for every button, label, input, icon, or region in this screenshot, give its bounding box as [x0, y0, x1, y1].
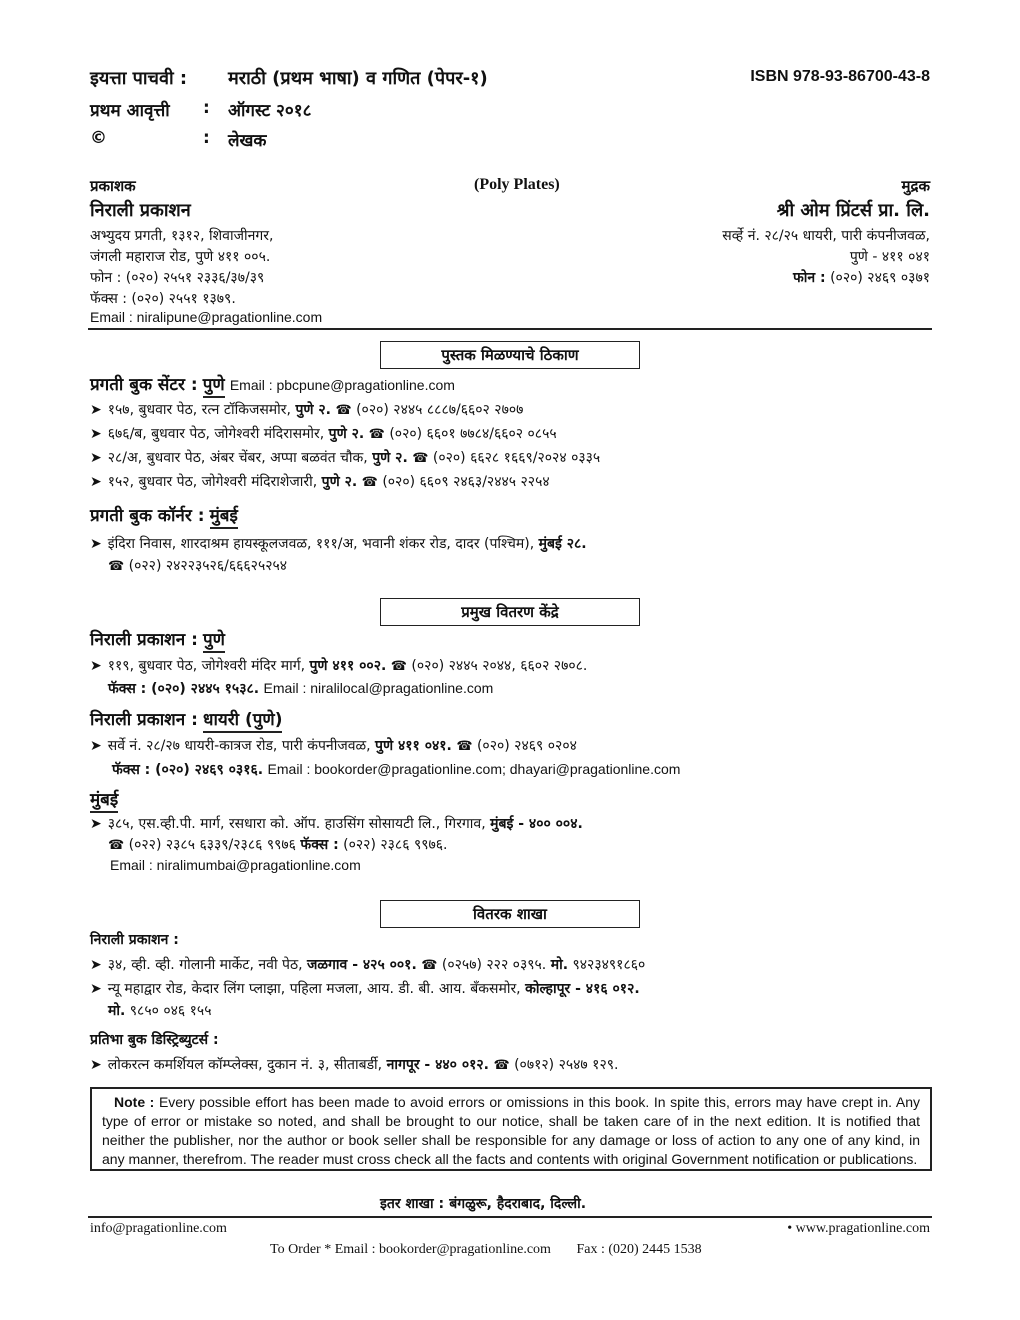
- mumbai-heading: मुंबई: [90, 787, 118, 810]
- note-box: [90, 1087, 932, 1171]
- section-main-distribution: प्रमुख वितरण केंद्रे: [380, 598, 640, 626]
- publisher-address-1: अभ्युदय प्रगती, १३१२, शिवाजीनगर,: [90, 228, 274, 244]
- pragati-pune-city: पुणे: [203, 375, 225, 398]
- list-item: ➤ २८/अ, बुधवार पेठ, अंबर चेंबर, अप्पा बळवंत चौक, पुणे २. ☎ (०२०) ६६२८ १६६९/२०२४ ०३३५: [90, 450, 601, 466]
- mumbai-address: ➤ ३८५, एस.व्ही.पी. मार्ग, रसधारा को. ऑप. हाउसिंग सोसायटी लि., गिरगाव, मुंबई - ४०० ००४.: [90, 816, 583, 832]
- nirali-pune-address: ➤ ११९, बुधवार पेठ, जोगेश्वरी मंदिर मार्ग, पुणे ४११ ००२. ☎ (०२०) २४४५ २०४४, ६६०२ २७०८.: [90, 658, 588, 674]
- arrow-bullet-icon: ➤: [90, 536, 102, 552]
- edition-value: ऑगस्ट २०१८: [228, 101, 312, 121]
- class-label: इयत्ता पाचवी :: [90, 68, 188, 89]
- branches-nirali-heading: निराली प्रकाशन :: [90, 932, 179, 948]
- printer-phone-label: फोन :: [792, 270, 826, 286]
- phone-icon: ☎: [361, 475, 378, 490]
- pragati-mumbai-phone: (०२२) २४२२३५२६/६६६२५२५४: [128, 558, 288, 574]
- header-divider: [88, 328, 932, 330]
- pragati-pune-list: [90, 400, 930, 496]
- pragati-pune-email: Email : pbcpune@pragationline.com: [229, 377, 455, 393]
- pragati-mumbai-heading: प्रगती बुक कॉर्नर : मुंबई: [90, 503, 238, 526]
- phone-icon: ☎: [335, 403, 352, 418]
- phone-icon: ☎: [390, 659, 407, 674]
- kolhapur-address: ➤ न्यू महाद्वार रोड, केदार लिंग प्लाझा, पहिला मजला, आय. डी. बी. आय. बँकसमोर, कोल्हापूर - ४१६ ०१२.: [90, 981, 640, 997]
- printer-name: श्री ओम प्रिंटर्स प्रा. लि.: [776, 200, 930, 221]
- other-branches: इतर शाखा : बंगळुरू, हैदराबाद, दिल्ली.: [380, 1196, 587, 1212]
- book-title: मराठी (प्रथम भाषा) व गणित (पेपर-१): [228, 68, 488, 89]
- footer-order: [270, 1242, 702, 1258]
- section-distributor-branch: वितरक शाखा: [380, 900, 640, 928]
- phone-icon: ☎: [421, 958, 438, 973]
- arrow-bullet-icon: ➤: [90, 738, 102, 754]
- nirali-pune-heading: निराली प्रकाशन : पुणे: [90, 627, 225, 650]
- nirali-dhayari-city: धायरी (पुणे): [203, 710, 282, 733]
- list-item: ➤ १५७, बुधवार पेठ, रत्न टॉकिजसमोर, पुणे २. ☎ (०२०) २४४५ ८८८७/६६०२ २७०७: [90, 402, 524, 418]
- pragati-mumbai-city: मुंबई: [210, 506, 238, 529]
- footer-order-email: To Order * Email : bookorder@pragationline.com: [270, 1242, 551, 1257]
- phone-icon: ☎: [108, 559, 125, 574]
- list-item: ➤ ६७६/ब, बुधवार पेठ, जोगेश्वरी मंदिरासमोर, पुणे २. ☎ (०२०) ६६०१ ७७८४/६६०२ ०८५५: [90, 426, 557, 442]
- isbn: ISBN 978-93-86700-43-8: [750, 68, 930, 85]
- edition-label: प्रथम आवृत्ती: [90, 101, 170, 121]
- section-books-where: पुस्तक मिळण्याचे ठिकाण: [380, 341, 640, 369]
- arrow-bullet-icon: ➤: [90, 957, 102, 973]
- publisher-fax: फॅक्स : (०२०) २५५१ १३७९.: [90, 291, 236, 307]
- nirali-dhayari-heading: निराली प्रकाशन : धायरी (पुणे): [90, 707, 282, 730]
- arrow-bullet-icon: ➤: [90, 402, 102, 418]
- pratibha-heading: प्रतिभा बुक डिस्ट्रिब्युटर्स :: [90, 1032, 219, 1048]
- nirali-dhayari-fax-line: फॅक्स : (०२०) २४६९ ०३१६. Email : bookorder@pragationline.com; dhayari@pragationline.com: [112, 761, 681, 778]
- arrow-bullet-icon: ➤: [90, 426, 102, 442]
- copyright-symbol: ©: [90, 128, 107, 148]
- phone-icon: ☎: [493, 1058, 510, 1073]
- footer-divider: [88, 1216, 932, 1218]
- printer-address-1: सर्व्हे नं. २८/२५ धायरी, पारी कंपनीजवळ,: [722, 228, 930, 244]
- arrow-bullet-icon: ➤: [90, 981, 102, 997]
- nirali-pune-fax-line: फॅक्स : (०२०) २४४५ १५३८. Email : niralilocal@pragationline.com: [108, 680, 494, 697]
- poly-plates: (Poly Plates): [474, 176, 560, 193]
- printer-address-2: पुणे - ४११ ०४१: [849, 249, 930, 265]
- nirali-dhayari-address: ➤ सर्वे नं. २८/२७ धायरी-कात्रज रोड, पारी कंपनीजवळ, पुणे ४११ ०४१. ☎ (०२०) २४६९ ०२०४: [90, 738, 577, 754]
- nagpur-address: ➤ लोकरत्न कमर्शियल कॉम्प्लेक्स, दुकान नं. ३, सीताबर्डी, नागपूर - ४४० ०१२. ☎ (०७१२) २५४७ १२९.: [90, 1057, 619, 1073]
- footer-email[interactable]: info@pragationline.com: [90, 1221, 227, 1236]
- phone-icon: ☎: [108, 838, 125, 853]
- jalgaon-address: ➤ ३४, व्ही. व्ही. गोलानी मार्केट, नवी पेठ, जळगाव - ४२५ ००१. ☎ (०२५७) २२२ ०३९५. मो. ९४२३४९१८६०: [90, 957, 646, 973]
- mumbai-phone-line: ☎ (०२२) २३८५ ६३३९/२३८६ ९९७६ फॅक्स : (०२२) २३८६ ९९७६.: [108, 837, 448, 853]
- pragati-pune-heading: प्रगती बुक सेंटर : पुणे Email : pbcpune@pragationline.com: [90, 372, 455, 395]
- arrow-bullet-icon: ➤: [90, 474, 102, 490]
- publisher-phone: फोन : (०२०) २५५१ २३३६/३७/३९: [90, 270, 265, 286]
- note-label: Note :: [114, 1094, 155, 1110]
- printer-phone-line: [600, 268, 930, 287]
- printer-phone: (०२०) २४६९ ०३७१: [830, 270, 930, 286]
- publisher-label: प्रकाशक: [90, 177, 136, 195]
- printer-label: मुद्रक: [901, 177, 930, 195]
- footer-website[interactable]: • www.pragationline.com: [787, 1221, 930, 1236]
- pragati-mumbai-address: ➤ इंदिरा निवास, शारदाश्रम हायस्कूलजवळ, १११/अ, भवानी शंकर रोड, दादर (पश्चिम), मुंबई २८.: [90, 536, 587, 552]
- pragati-mumbai-phone-line: [108, 556, 287, 575]
- mumbai-email: Email : niralimumbai@pragationline.com: [110, 857, 361, 873]
- copyright-value: लेखक: [228, 131, 267, 151]
- phone-icon: ☎: [456, 739, 473, 754]
- arrow-bullet-icon: ➤: [90, 816, 102, 832]
- phone-icon: ☎: [412, 451, 429, 466]
- note-text: Every possible effort has been made to avoid errors or omissions in this book. In spite this, errors may have crept in. Any type of error or mistake so noted, and shall be brought to our notice, shall be taken care of in the next edition. It is notified that neither the publisher, nor the author or book seller shall be responsible for any damage or loss of action to any one of any kind, in any manner, therefrom. The reader must cross check all the facts and contents with original Government notification or publications.: [102, 1094, 920, 1167]
- nirali-pune-city: पुणे: [203, 630, 225, 653]
- publisher-address-2: जंगली महाराज रोड, पुणे ४११ ००५.: [90, 249, 271, 265]
- list-item: ➤ १५२, बुधवार पेठ, जोगेश्वरी मंदिराशेजारी, पुणे २. ☎ (०२०) ६६०९ २४६३/२४४५ २२५४: [90, 474, 550, 490]
- footer-fax: Fax : (020) 2445 1538: [576, 1242, 702, 1257]
- publisher-name: निराली प्रकाशन: [90, 200, 191, 221]
- publisher-email: Email : niralipune@pragationline.com: [90, 309, 323, 325]
- kolhapur-mobile: मो. ९८५० ०४६ १५५: [108, 1003, 212, 1019]
- copyright-colon: :: [203, 128, 210, 148]
- arrow-bullet-icon: ➤: [90, 658, 102, 674]
- phone-icon: ☎: [368, 427, 385, 442]
- edition-colon: :: [203, 98, 210, 118]
- arrow-bullet-icon: ➤: [90, 450, 102, 466]
- arrow-bullet-icon: ➤: [90, 1057, 102, 1073]
